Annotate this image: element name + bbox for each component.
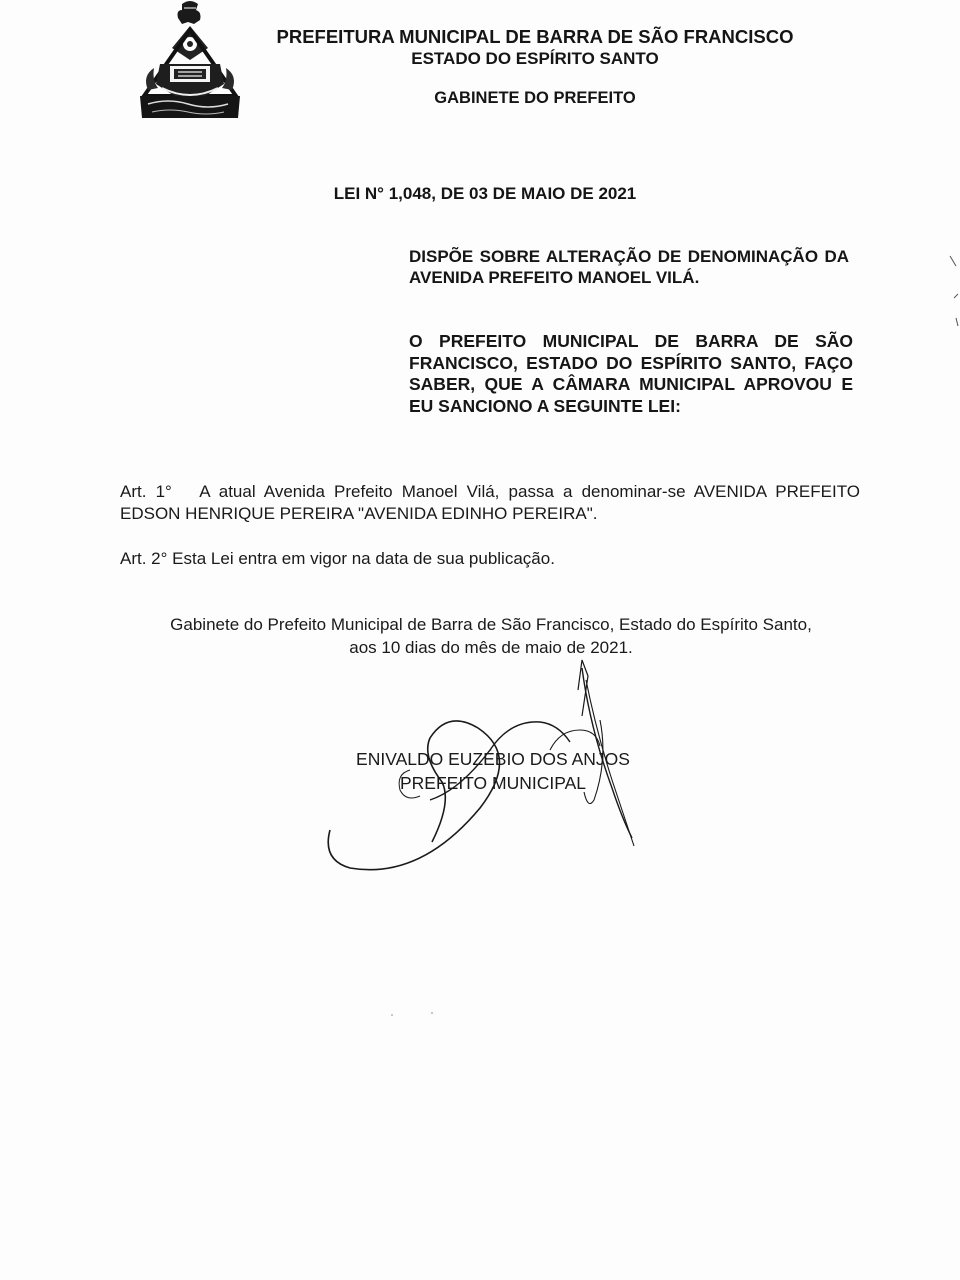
signer-name: ENIVALDO EUZÉBIO DOS ANJOS — [356, 749, 630, 769]
closing-paragraph — [110, 613, 872, 659]
article-2 — [120, 548, 860, 570]
law-preamble: O PREFEITO MUNICIPAL DE BARRA DE SÃO FRANCISCO, ESTADO DO ESPÍRITO SANTO, FAÇO SABER, QUE A CÂMARA MUNICIPAL APROVOU E EU SANCIONO A SEGUINTE LEI: — [409, 331, 853, 416]
header-municipality: PREFEITURA MUNICIPAL DE BARRA DE SÃO FRANCISCO — [276, 26, 794, 47]
municipal-coat-of-arms-icon — [138, 0, 242, 122]
header-office: GABINETE DO PREFEITO — [434, 89, 636, 107]
article-2-text: Esta Lei entra em vigor na data de sua publicação. — [172, 549, 555, 568]
handwritten-signature — [300, 640, 660, 900]
article-1-label: Art. 1° — [120, 482, 172, 501]
closing-line-1: Gabinete do Prefeito Municipal de Barra de São Francisco, Estado do Espírito Santo, — [170, 615, 812, 634]
header-state: ESTADO DO ESPÍRITO SANTO — [411, 49, 659, 68]
article-1 — [120, 481, 860, 524]
article-1-text: A atual Avenida Prefeito Manoel Vilá, passa a denominar-se AVENIDA PREFEITO EDSON HENRIQUE PEREIRA "AVENIDA EDINHO PEREIRA". — [120, 482, 860, 523]
article-2-label: Art. 2° — [120, 549, 168, 568]
closing-line-2: aos 10 dias do mês de maio de 2021. — [349, 638, 633, 657]
signer-role: PREFEITO MUNICIPAL — [399, 773, 587, 793]
law-title: LEI N° 1,048, DE 03 DE MAIO DE 2021 — [333, 184, 637, 203]
law-ementa: DISPÕE SOBRE ALTERAÇÃO DE DENOMINAÇÃO DA AVENIDA PREFEITO MANOEL VILÁ. — [409, 247, 849, 287]
scan-dots — [380, 1005, 460, 1025]
scan-edge-marks — [930, 240, 960, 340]
